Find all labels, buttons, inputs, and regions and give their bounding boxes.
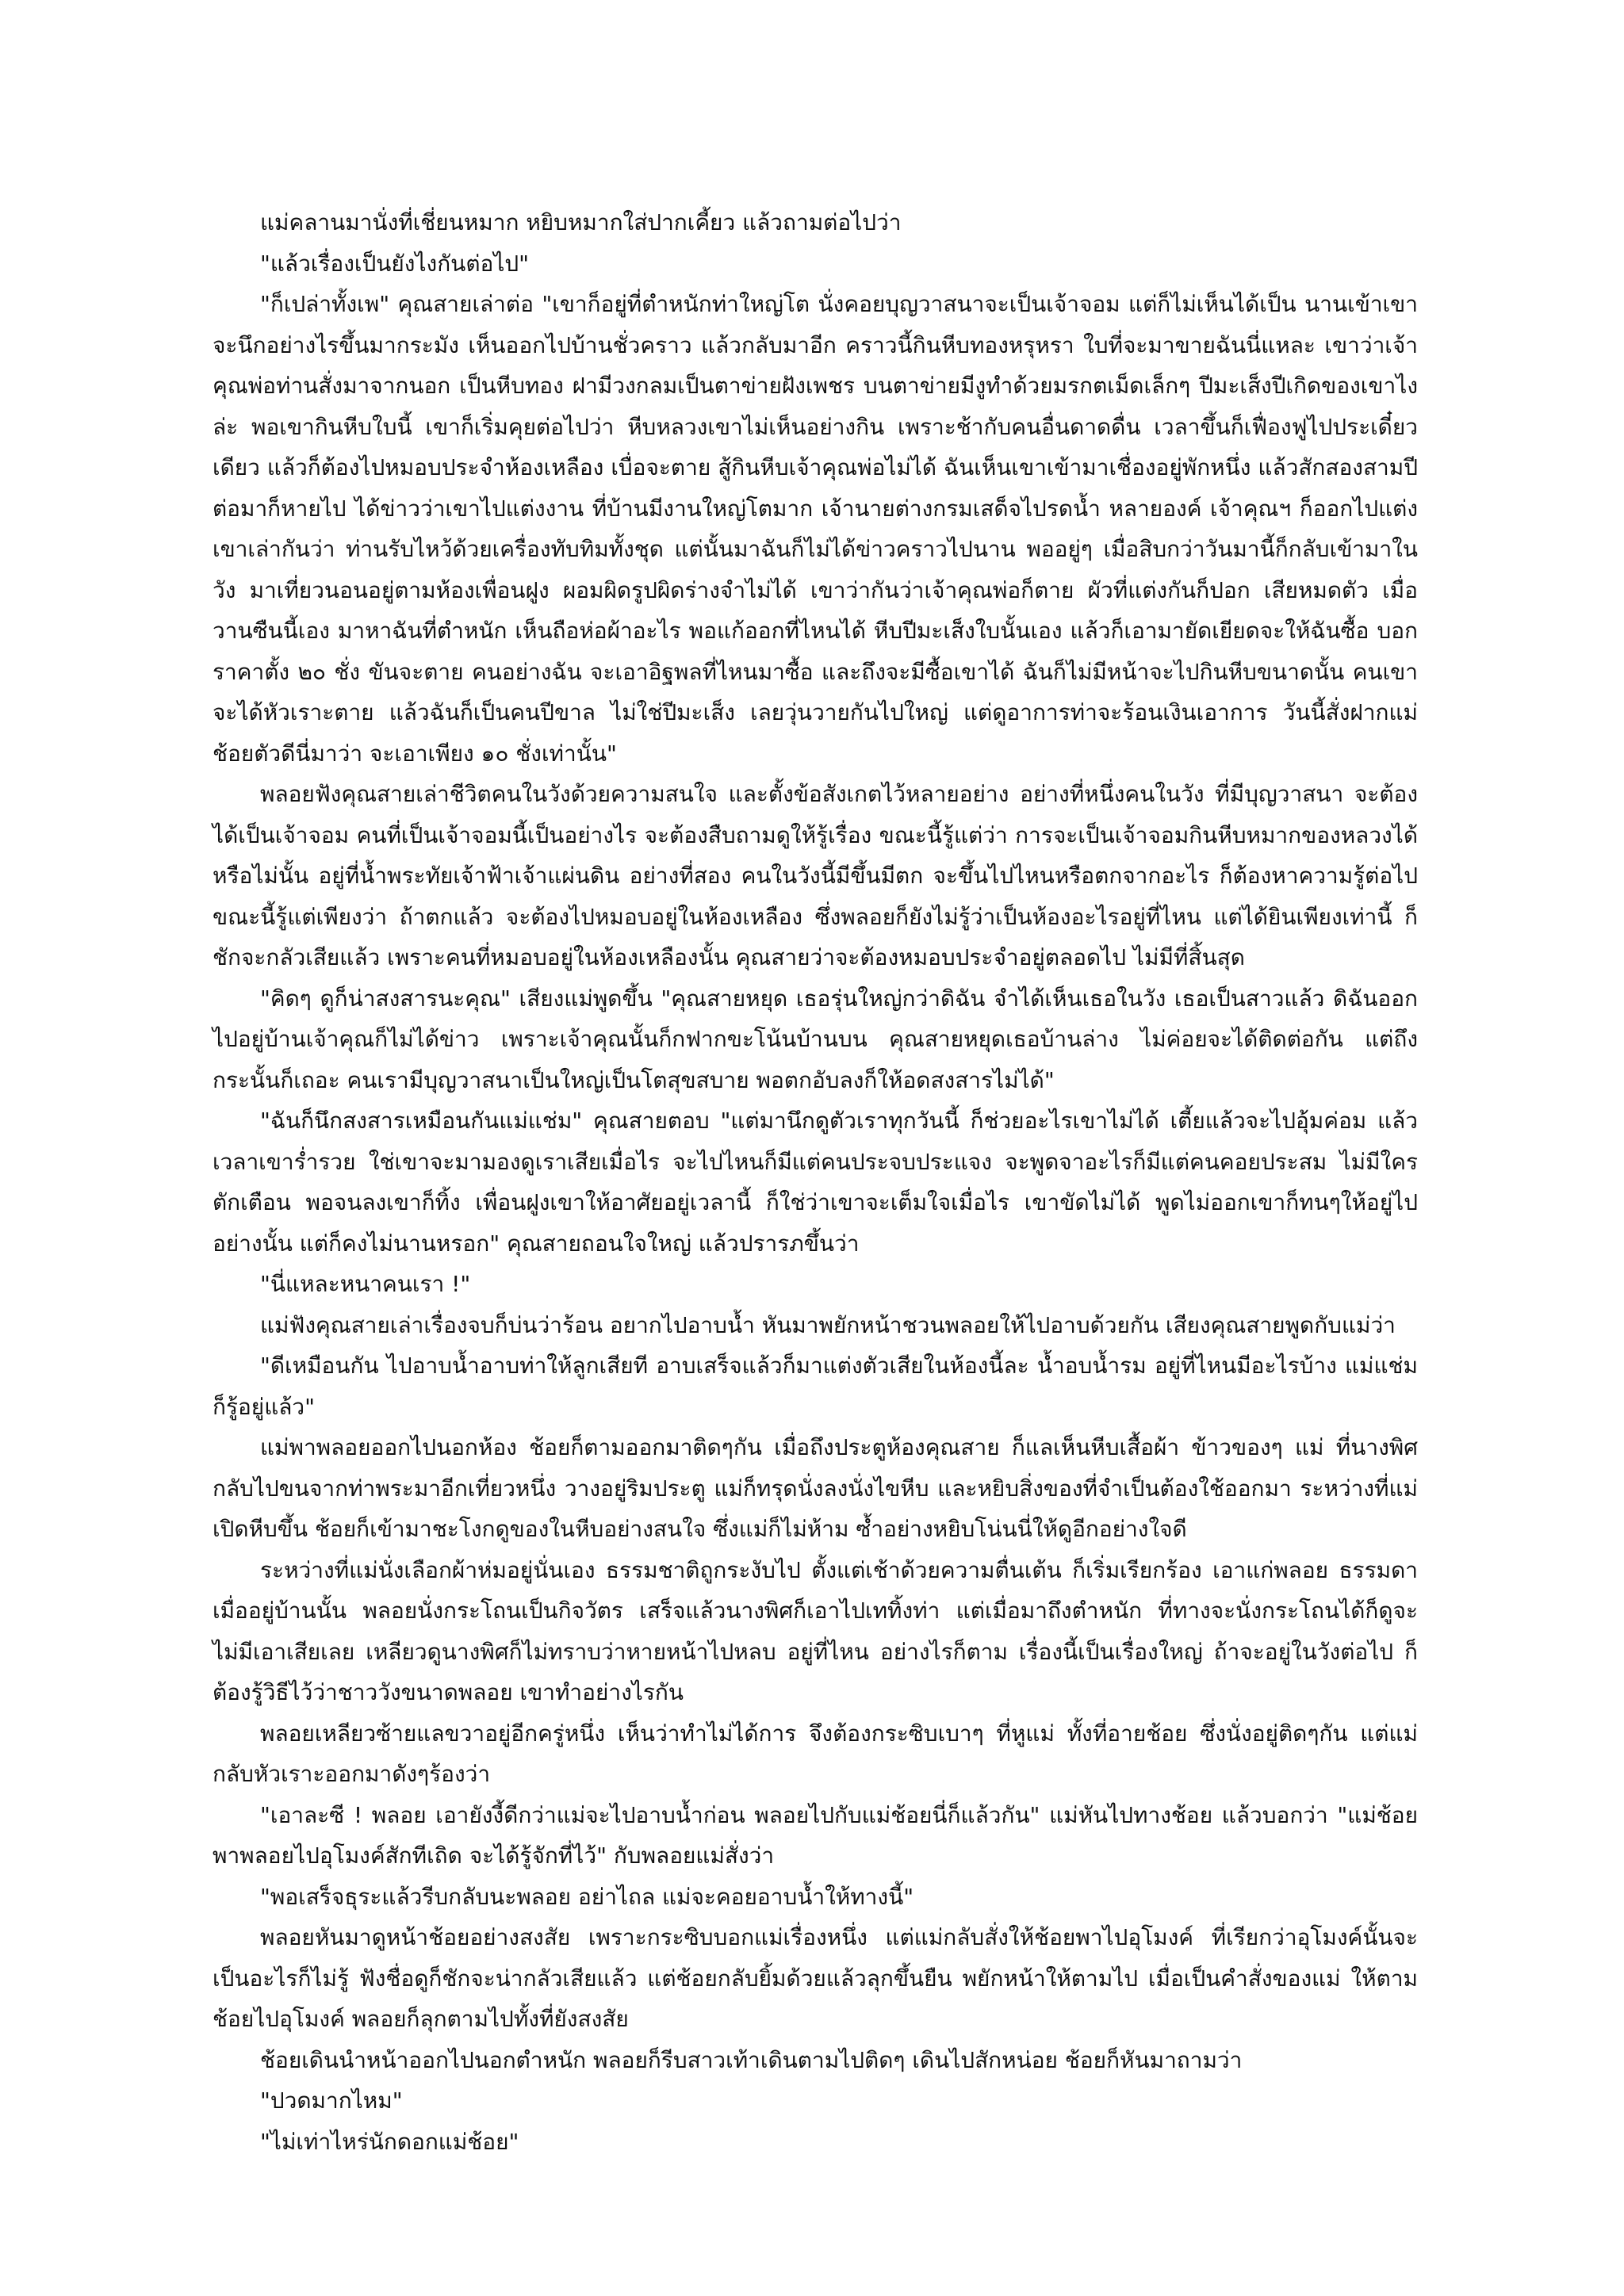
paragraph: "พอเสร็จธุระแล้วรีบกลับนะพลอย อย่าไถล แม่จะคอยอาบน้ำให้ทางนี้" [260, 1883, 914, 1910]
paragraph: "ดีเหมือนกัน ไปอาบน้ำอาบท่าให้ลูกเสียที อาบเสร็จแล้วก็มาแต่งตัวเสียในห้องนี้ละ น้ำอบน้ำรม อยู่ที่ไหนมีอะไรบ้าง แม่แช่มก็รู้อยู่แล้ว" [213, 1353, 1418, 1420]
paragraph: "ฉันก็นึกสงสารเหมือนกันแม่แช่ม" คุณสายตอบ "แต่มานึกดูตัวเราทุกวันนี้ ก็ช่วยอะไรเขาไม่ได้ เตี้ยแล้วจะไปอุ้มค่อม แล้วเวลาเขาร่ำรวย ใช่เขาจะมามองดูเราเสียเมื่อไร จะไปไหนก็มีแต่คนประจบประแจง จะพูดจาอะไรก็มีแต่คนคอยประสม ไม่มีใครตักเตือน พอจนลงเขาก็ทิ้ง เพื่อนฝูงเขาให้อาศัยอยู่เวลานี้ ก็ใช่ว่าเขาจะเต็มใจเมื่อไร เขาขัดไม่ได้ พูดไม่ออกเขาก็ทนๆให้อยู่ไปอย่างนั้น แต่ก็คงไม่นานหรอก" คุณสายถอนใจใหญ่ แล้วปรารภขึ้นว่า [213, 1108, 1418, 1257]
paragraph: "เอาละซี ! พลอย เอายังงี้ดีกว่าแม่จะไปอาบน้ำก่อน พลอยไปกับแม่ช้อยนี่ก็แล้วกัน" แม่หันไปทางช้อย แล้วบอกว่า "แม่ช้อยพาพลอยไปอุโมงค์สักทีเถิด จะได้รู้จักที่ไว้" กับพลอยแม่สั่งว่า [213, 1801, 1418, 1869]
body-text [213, 202, 1418, 2162]
paragraph: ช้อยเดินนำหน้าออกไปนอกตำหนัก พลอยก็รีบสาวเท้าเดินตามไปติดๆ เดินไปสักหน่อย ช้อยก็หันมาถามว่า [260, 2046, 1243, 2073]
paragraph: "นี่แหละหนาคนเรา !" [260, 1271, 471, 1297]
paragraph: "แล้วเรื่องเป็นยังไงกันต่อไป" [260, 250, 530, 277]
paragraph: "ไม่เท่าไหร่นักดอกแม่ช้อย" [260, 2128, 519, 2155]
paragraph: "คิดๆ ดูก็น่าสงสารนะคุณ" เสียงแม่พูดขึ้น "คุณสายหยุด เธอรุ่นใหญ่กว่าดิฉัน จำได้เห็นเธอในวัง เธอเป็นสาวแล้ว ดิฉันออกไปอยู่บ้านเจ้าคุณก็ไม่ได้ข่าว เพราะเจ้าคุณนั้นก็กฟากขะโน้นบ้านบน คุณสายหยุดเธอบ้านล่าง ไม่ค่อยจะได้ติดต่อกัน แต่ถึงกระนั้นก็เถอะ คนเรามีบุญวาสนาเป็นใหญ่เป็นโตสุขสบาย พอตกอับลงก็ให้อดสงสารไม่ได้" [213, 985, 1418, 1093]
paragraph: พลอยหันมาดูหน้าช้อยอย่างสงสัย เพราะกระซิบบอกแม่เรื่องหนึ่ง แต่แม่กลับสั่งให้ช้อยพาไปอุโมงค์ ที่เรียกว่าอุโมงค์นั้นจะเป็นอะไรก็ไม่รู้ ฟังชื่อดูก็ชักจะน่ากลัวเสียแล้ว แต่ช้อยกลับยิ้มด้วยแล้วลุกขึ้นยืน พยักหน้าให้ตามไป เมื่อเป็นคำสั่งของแม่ ให้ตามช้อยไปอุโมงค์ พลอยก็ลุกตามไปทั้งที่ยังสงสัย [213, 1924, 1418, 2032]
paragraph: ระหว่างที่แม่นั่งเลือกผ้าห่มอยู่นั่นเอง ธรรมชาติถูกระงับไป ตั้งแต่เช้าด้วยความตื่นเต้น ก็เริ่มเรียกร้อง เอาแก่พลอย ธรรมดาเมื่ออยู่บ้านนั้น พลอยนั่งกระโถนเป็นกิจวัตร เสร็จแล้วนางพิศก็เอาไปเททิ้งท่า แต่เมื่อมาถึงตำหนัก ที่ทางจะนั่งกระโถนได้ก็ดูจะไม่มีเอาเสียเลย เหลียวดูนางพิศก็ไม่ทราบว่าหายหน้าไปหลบ อยู่ที่ไหน อย่างไรก็ตาม เรื่องนี้เป็นเรื่องใหญ่ ถ้าจะอยู่ในวังต่อไป ก็ต้องรู้วิธีไว้ว่าชาววังขนาดพลอย เขาทำอย่างไรกัน [213, 1556, 1418, 1705]
paragraph: พลอยฟังคุณสายเล่าชีวิตคนในวังด้วยความสนใจ และตั้งข้อสังเกตไว้หลายอย่าง อย่างที่หนึ่งคนในวัง ที่มีบุญวาสนา จะต้องได้เป็นเจ้าจอม คนที่เป็นเจ้าจอมนี้เป็นอย่างไร จะต้องสืบถามดูให้รู้เรื่อง ขณะนี้รู้แต่ว่า การจะเป็นเจ้าจอมกินหีบหมากของหลวงได้หรือไม่นั้น อยู่ที่น้ำพระทัยเจ้าฟ้าเจ้าแผ่นดิน อย่างที่สอง คนในวังนี้มีขึ้นมีตก จะขึ้นไปไหนหรือตกจากอะไร ก็ต้องหาความรู้ต่อไป ขณะนี้รู้แต่เพียงว่า ถ้าตกแล้ว จะต้องไปหมอบอยู่ในห้องเหลือง ซึ่งพลอยก็ยังไม่รู้ว่าเป็นห้องอะไรอยู่ที่ไหน แต่ได้ยินเพียงเท่านี้ ก็ชักจะกลัวเสียแล้ว เพราะคนที่หมอบอยู่ในห้องเหลืองนั้น คุณสายว่าจะต้องหมอบประจำอยู่ตลอดไป ไม่มีที่สิ้นสุด [213, 781, 1418, 970]
paragraph: พลอยเหลียวซ้ายแลขวาอยู่อีกครู่หนึ่ง เห็นว่าทำไม่ได้การ จึงต้องกระซิบเบาๆ ที่หูแม่ ทั้งที่อายช้อย ซึ่งนั่งอยู่ติดๆกัน แต่แม่กลับหัวเราะออกมาดังๆร้องว่า [213, 1720, 1418, 1787]
paragraph: แม่พาพลอยออกไปนอกห้อง ช้อยก็ตามออกมาติดๆกัน เมื่อถึงประตูห้องคุณสาย ก็แลเห็นหีบเสื้อผ้า ข้าวของๆ แม่ ที่นางพิศกลับไปขนจากท่าพระมาอีกเที่ยวหนึ่ง วางอยู่ริมประตู แม่ก็ทรุดนั่งลงนั่งไขหีบ และหยิบสิ่งของที่จำเป็นต้องใช้ออกมา ระหว่างที่แม่เปิดหีบขึ้น ช้อยก็เข้ามาชะโงกดูของในหีบอย่างสนใจ ซึ่งแม่ก็ไม่ห้าม ซ้ำอย่างหยิบโน่นนี่ให้ดูอีกอย่างใจดี [213, 1434, 1418, 1542]
paragraph: "ก็เปล่าทั้งเพ" คุณสายเล่าต่อ "เขาก็อยู่ที่ตำหนักท่าใหญ่โต นั่งคอยบุญวาสนาจะเป็นเจ้าจอม แต่ก็ไม่เห็นได้เป็น นานเข้าเขาจะนึกอย่างไรขึ้นมากระมัง เห็นออกไปบ้านชั่วคราว แล้วกลับมาอีก คราวนี้กินหีบทองหรุหรา ใบที่จะมาขายฉันนี่แหละ เขาว่าเจ้าคุณพ่อท่านสั่งมาจากนอก เป็นหีบทอง ฝามีวงกลมเป็นตาข่ายฝังเพชร บนตาข่ายมีงูทำด้วยมรกตเม็ดเล็กๆ ปีมะเส็งปีเกิดของเขาไงล่ะ พอเขากินหีบใบนี้ เขาก็เริ่มคุยต่อไปว่า หีบหลวงเขาไม่เห็นอย่างกิน เพราะช้ากับคนอื่นดาดดื่น เวลาขึ้นก็เฟื่องฟูไปประเดี๋ยวเดียว แล้วก็ต้องไปหมอบประจำห้องเหลือง เบื่อจะตาย สู้กินหีบเจ้าคุณพ่อไม่ได้ ฉันเห็นเขาเข้ามาเชื่องอยู่พักหนึ่ง แล้วสักสองสามปีต่อมาก็หายไป ได้ข่าวว่าเขาไปแต่งงาน ที่บ้านมีงานใหญ่โตมาก เจ้านายต่างกรมเสด็จไปรดน้ำ หลายองค์ เจ้าคุณฯ ก็ออกไปแต่ง เขาเล่ากันว่า ท่านรับไหว้ด้วยเครื่องทับทิมทั้งชุด แต่นั้นมาฉันก็ไม่ได้ข่าวคราวไปนาน พออยู่ๆ เมื่อสิบกว่าวันมานี้ก็กลับเข้ามาในวัง มาเที่ยวนอนอยู่ตามห้องเพื่อนฝูง ผอมผิดรูปผิดร่างจำไม่ได้ เขาว่ากันว่าเจ้าคุณพ่อก็ตาย ผัวที่แต่งกันก็ปอก เสียหมดตัว เมื่อวานซืนนี้เอง มาหาฉันที่ตำหนัก เห็นถือห่อผ้าอะไร พอแก้ออกที่ไหนได้ หีบปีมะเส็งใบนั้นเอง แล้วก็เอามายัดเยียดจะให้ฉันซื้อ บอกราคาตั้ง ๒๐ ชั่ง ขันจะตาย คนอย่างฉัน จะเอาอิฐพลที่ไหนมาซื้อ และถึงจะมีซื้อเขาได้ ฉันก็ไม่มีหน้าจะไปกินหีบขนาดนั้น คนเขาจะได้หัวเราะตาย แล้วฉันก็เป็นคนปีขาล ไม่ใช่ปีมะเส็ง เลยวุ่นวายกันไปใหญ่ แต่ดูอาการท่าจะร้อนเงินเอาการ วันนี้สั่งฝากแม่ช้อยตัวดีนี่มาว่า จะเอาเพียง ๑๐ ชั่งเท่านั้น" [213, 291, 1418, 767]
paragraph: แม่คลานมานั่งที่เชี่ยนหมาก หยิบหมากใส่ปากเคี้ยว แล้วถามต่อไปว่า [260, 209, 902, 235]
paragraph: แม่ฟังคุณสายเล่าเรื่องจบก็บ่นว่าร้อน อยากไปอาบน้ำ หันมาพยักหน้าชวนพลอยให้ไปอาบด้วยกัน เสียงคุณสายพูดกับแม่ว่า [260, 1311, 1396, 1338]
paragraph: "ปวดมากไหม" [260, 2087, 403, 2114]
